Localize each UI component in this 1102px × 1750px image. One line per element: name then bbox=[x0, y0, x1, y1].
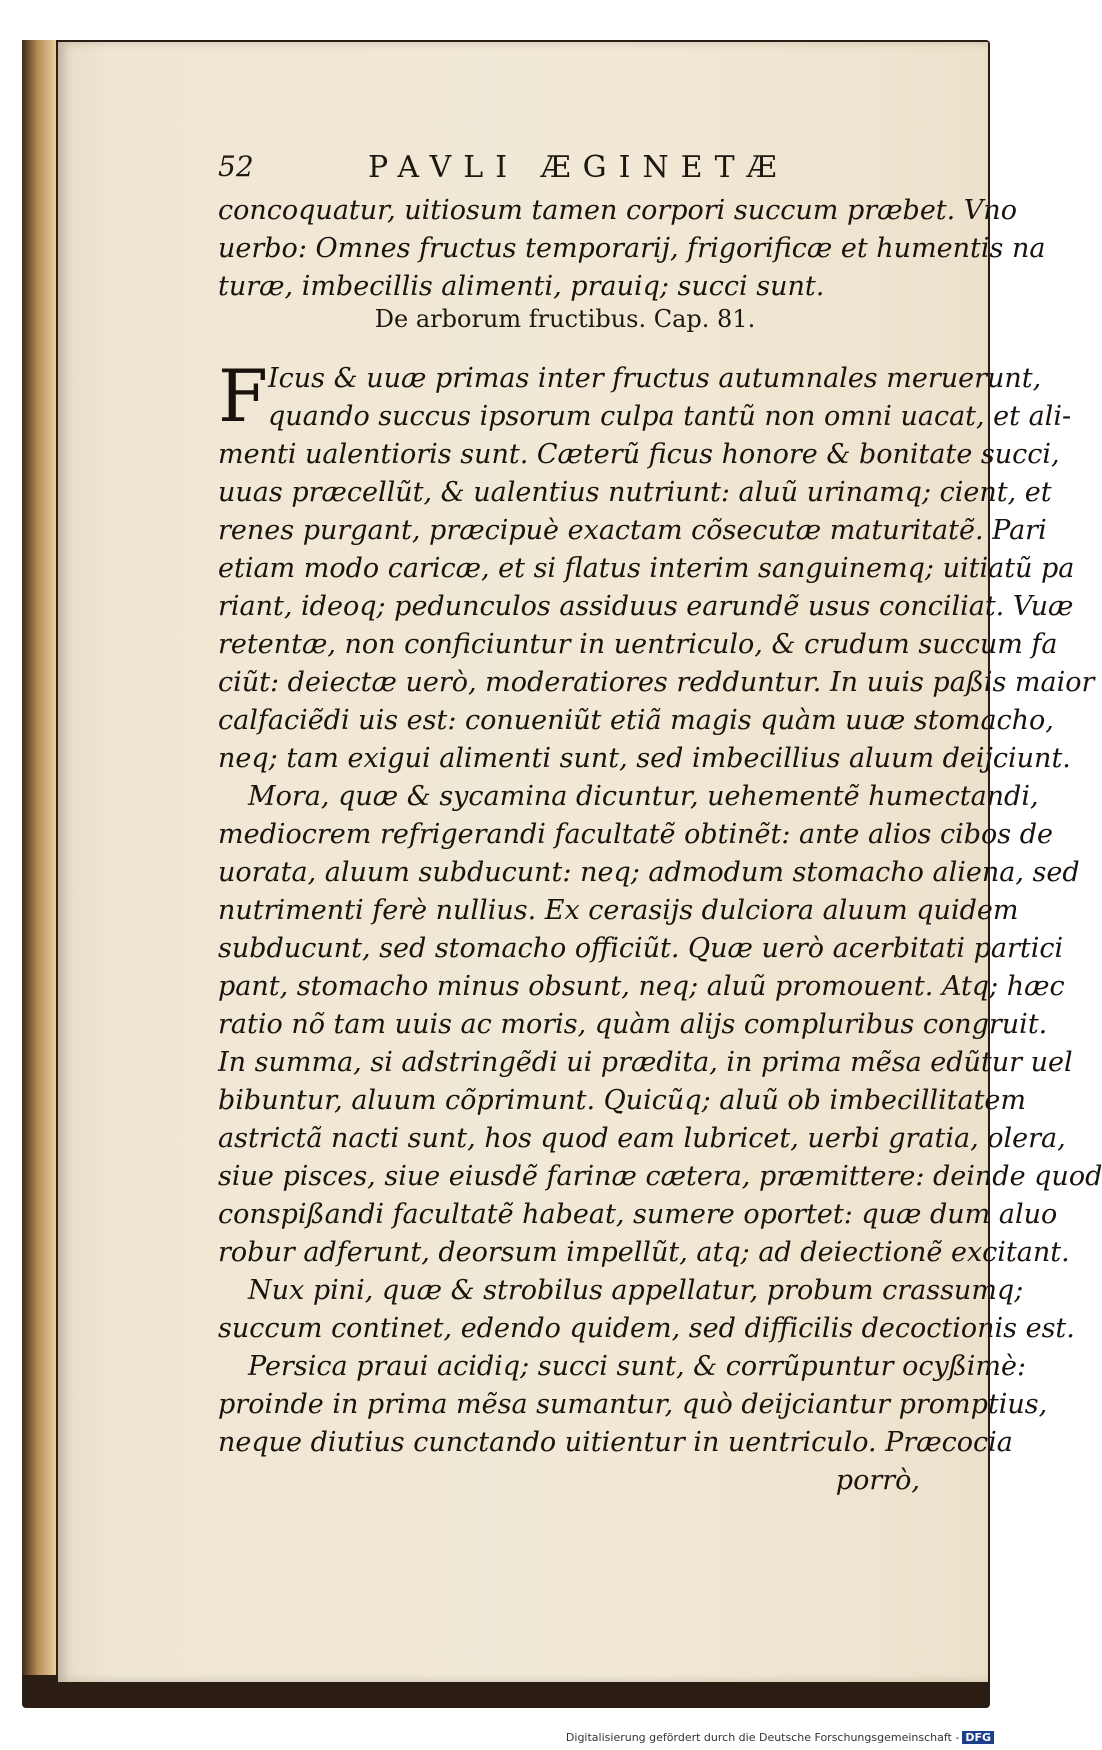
text-line-30: Persica praui acidiq; succi sunt, & corrũpuntur ocyßimè: bbox=[248, 1351, 1027, 1382]
drop-capital: F bbox=[218, 354, 268, 438]
text-line-22: In summa, si adstringẽdi ui prædita, in prima mẽsa edũtur uel bbox=[218, 1047, 1073, 1078]
page-edge bbox=[22, 40, 56, 1675]
footer-text: Digitalisierung gefördert durch die Deutsche Forschungsgemeinschaft - bbox=[565, 1731, 960, 1744]
text-line-21: ratio nõ tam uuis ac moris, quàm alijs compluribus congruit. bbox=[218, 1009, 1048, 1040]
page-number: 52 bbox=[218, 150, 254, 183]
text-line-4: Icus & uuæ primas inter fructus autumnales meruerunt, bbox=[268, 363, 1042, 394]
text-line-28: Nux pini, quæ & strobilus appellatur, probum crassumq; bbox=[248, 1275, 1024, 1306]
text-line-12: ciũt: deiectæ uerò, moderatiores redduntur. In uuis paßis maior bbox=[218, 667, 1095, 698]
text-line-9: etiam modo caricæ, et si flatus interim sanguinemq; uitiatũ pa bbox=[218, 553, 1075, 584]
text-line-19: subducunt, sed stomacho officiũt. Quæ uerò acerbitati partici bbox=[218, 933, 1064, 964]
chapter-heading: De arborum fructibus. Cap. 81. bbox=[374, 305, 756, 333]
text-line-8: renes purgant, præcipuè exactam cõsecutæ maturitatẽ. Pari bbox=[218, 515, 1047, 546]
text-line-17: uorata, aluum subducunt: neq; admodum stomacho aliena, sed bbox=[218, 857, 1080, 888]
text-line-29: succum continet, edendo quidem, sed difficilis decoctionis est. bbox=[218, 1313, 1075, 1344]
running-head: PAVLI ÆGINETÆ bbox=[368, 150, 789, 185]
text-line-6: menti ualentioris sunt. Cæterũ ficus honore & bonitate succi, bbox=[218, 439, 1060, 470]
dfg-logo: DFG bbox=[962, 1731, 994, 1744]
text-line-13: calfaciẽdi uis est: conueniũt etiã magis quàm uuæ stomacho, bbox=[218, 705, 1054, 736]
digitization-footer bbox=[566, 1731, 994, 1744]
catchword: porrò, bbox=[835, 1465, 920, 1496]
text-line-23: bibuntur, aluum cõprimunt. Quicũq; aluũ ob imbecillitatem bbox=[218, 1085, 1027, 1116]
text-line-15: Mora, quæ & sycamina dicuntur, uehementẽ humectandi, bbox=[248, 781, 1039, 812]
text-line-26: conspißandi facultatẽ habeat, sumere oportet: quæ dum aluo bbox=[218, 1199, 1058, 1230]
text-line-20: pant, stomacho minus obsunt, neq; aluũ promouent. Atq; hæc bbox=[218, 971, 1065, 1002]
text-line-2: uerbo: Omnes fructus temporarij, frigorificæ et humentis na bbox=[218, 233, 1046, 264]
text-line-18: nutrimenti ferè nullius. Ex cerasijs dulciora aluum quidem bbox=[218, 895, 1019, 926]
text-line-10: riant, ideoq; pedunculos assiduus earundẽ usus conciliat. Vuæ bbox=[218, 591, 1074, 622]
text-line-24: astrictã nacti sunt, hos quod eam lubricet, uerbi gratia, olera, bbox=[218, 1123, 1066, 1154]
text-line-11: retentæ, non conficiuntur in uentriculo, & crudum succum fa bbox=[218, 629, 1058, 660]
text-line-3: turæ, imbecillis alimenti, prauiq; succi sunt. bbox=[218, 271, 825, 302]
text-line-1: concoquatur, uitiosum tamen corpori succum præbet. Vno bbox=[218, 195, 1017, 226]
text-line-14: neq; tam exigui alimenti sunt, sed imbecillius aluum deijciunt. bbox=[218, 743, 1071, 774]
text-line-25: siue pisces, siue eiusdẽ farinæ cætera, præmittere: deinde quod bbox=[218, 1161, 1102, 1192]
text-line-31: proinde in prima mẽsa sumantur, quò deijciantur promptius, bbox=[218, 1389, 1048, 1420]
text-line-7: uuas præcellũt, & ualentius nutriunt: aluũ urinamq; cient, et bbox=[218, 477, 1052, 508]
text-line-32: neque diutius cunctando uitientur in uentriculo. Præcocia bbox=[218, 1427, 1013, 1458]
text-line-27: robur adferunt, deorsum impellũt, atq; ad deiectionẽ excitant. bbox=[218, 1237, 1070, 1268]
text-line-16: mediocrem refrigerandi facultatẽ obtinẽt: ante alios cibos de bbox=[218, 819, 1053, 850]
page-header bbox=[218, 150, 918, 190]
text-line-5: quando succus ipsorum culpa tantũ non omni uacat, et ali- bbox=[268, 401, 1072, 432]
